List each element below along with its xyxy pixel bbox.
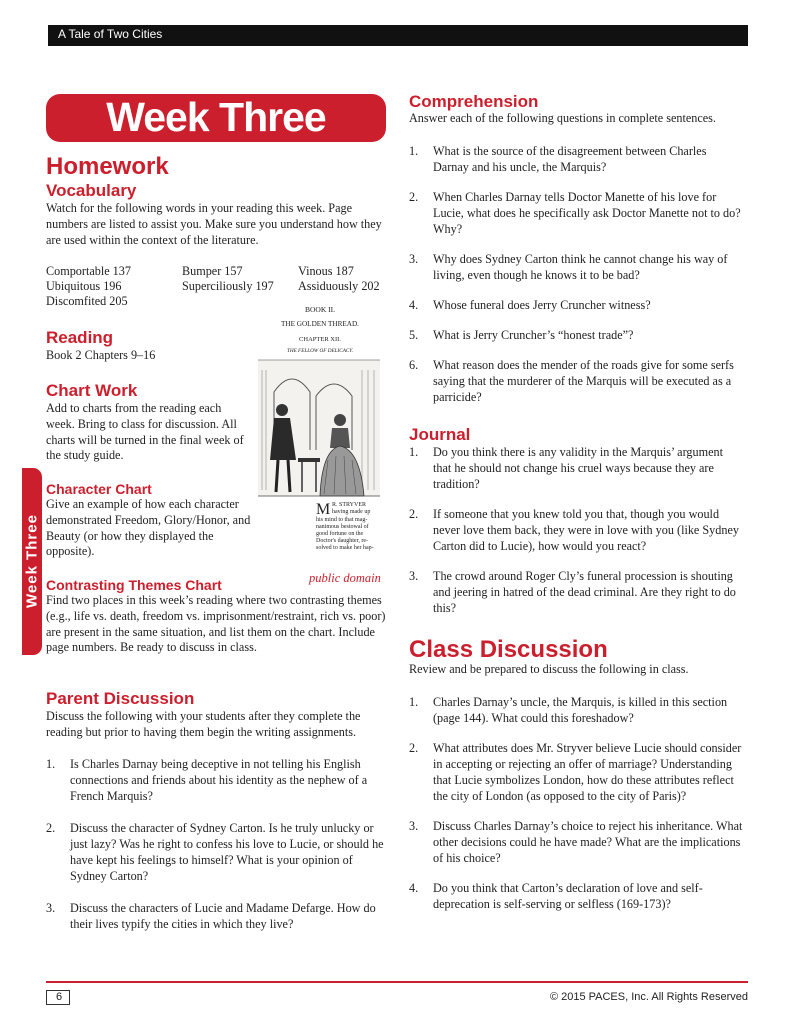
image-credit: public domain (309, 571, 381, 585)
illustration-book-line: BOOK II. (305, 305, 335, 314)
list-item (409, 297, 744, 313)
list-item (409, 568, 744, 616)
class-discussion-questions (409, 694, 744, 912)
contrasting-themes-text: Find two places in this week’s reading where two contrasting themes (e.g., life vs. death, freedom vs. imprisonment/restraint, rich vs. poor) are present in the same situation, and list them on the chart. Include page numbers. Be ready to discuss in class. (46, 593, 386, 655)
item-text: Why does Sydney Carton think he cannot change his way of living, even though he knows it to be bad? (433, 252, 728, 282)
item-number: 4. (409, 298, 419, 312)
caption-line: having made up (332, 509, 371, 515)
week-banner (46, 94, 386, 142)
vocab-word: Comportable 137 (46, 264, 131, 278)
vocab-word: Vinous 187 (298, 264, 354, 278)
caption-line: solved to make her hap- (316, 545, 374, 551)
item-number: 1. (46, 757, 56, 771)
list-item (46, 820, 391, 884)
engraving-picture (258, 360, 380, 496)
vocab-word: Assiduously 202 (298, 279, 380, 293)
vocab-word: Bumper 157 (182, 264, 243, 278)
item-number: 1. (409, 695, 419, 709)
item-number: 2. (409, 190, 419, 204)
drop-cap-letter: M (316, 501, 331, 518)
comprehension-heading: Comprehension (409, 92, 539, 111)
homework-heading: Homework (46, 153, 169, 180)
chart-work-text: Add to charts from the reading each week. Bring to class for discussion. All charts will be turned in the final week of the study guide. (46, 401, 244, 463)
character-chart-heading: Character Chart (46, 481, 152, 497)
item-text: Whose funeral does Jerry Cruncher witness? (433, 298, 651, 312)
item-number: 2. (46, 821, 56, 835)
header-bar-accent (46, 25, 48, 46)
list-item (409, 444, 744, 492)
reading-text: Book 2 Chapters 9–16 (46, 348, 156, 362)
caption-line: nanimous bestowal of (316, 524, 369, 530)
item-text: Do you think there is any validity in the Marquis’ argument that he should not change his cruel ways because they are tradition? (433, 445, 723, 491)
journal-questions (409, 444, 744, 616)
footer-divider (46, 981, 748, 983)
character-chart-text: Give an example of how each character demonstrated Freedom, Glory/Honor, and Beauty (or how they displayed the opposite). (46, 497, 251, 559)
list-item (409, 251, 744, 283)
item-text: What reason does the mender of the roads give for some serfs saying that the murderer of the Marquis will be executed as a parricide? (433, 358, 734, 404)
list-item (409, 740, 744, 804)
caption-line: his mind to that mag- (316, 517, 368, 523)
item-number: 1. (409, 144, 419, 158)
item-number: 5. (409, 328, 419, 342)
book-illustration (252, 300, 388, 562)
item-text: What is the source of the disagreement between Charles Darnay and his uncle, the Marquis? (433, 144, 707, 174)
list-item (409, 143, 744, 175)
caption-line: R. STRYVER (332, 502, 367, 508)
comprehension-questions (409, 143, 744, 405)
item-text: Discuss the characters of Lucie and Madame Defarge. How do their lives typify the cities in which they live? (70, 901, 376, 931)
list-item (409, 357, 744, 405)
item-text: What is Jerry Cruncher’s “honest trade”? (433, 328, 634, 342)
comprehension-intro: Answer each of the following questions in complete sentences. (409, 111, 716, 125)
list-item (409, 189, 744, 237)
chart-work-heading: Chart Work (46, 381, 138, 400)
vocabulary-instructions: Watch for the following words in your reading this week. Page numbers are listed to assist you. Make sure you understand how they are used within the context of the literature. (46, 201, 382, 247)
list-item (46, 756, 391, 804)
item-number: 3. (409, 819, 419, 833)
side-tab-label: Week Three (23, 514, 41, 608)
reading-heading: Reading (46, 328, 114, 347)
item-number: 4. (409, 881, 419, 895)
vocabulary-heading: Vocabulary (46, 181, 137, 200)
class-discussion-heading: Class Discussion (409, 636, 608, 663)
item-text: Discuss the character of Sydney Carton. Is he truly unlucky or just lazy? Was he right to confess his love to Lucie, or should he have kept his feelings to himself? What is your opinion of Sydney Carton? (70, 821, 384, 883)
item-number: 3. (409, 252, 419, 266)
list-item (409, 694, 744, 726)
item-text: The crowd around Roger Cly’s funeral procession is shouting and jeering in hatred of the dead criminal. Are they right to do this? (433, 569, 736, 615)
caption-line: Doctor's daughter, re- (316, 538, 368, 544)
parent-discussion-heading: Parent Discussion (46, 689, 195, 708)
side-tab (22, 468, 42, 655)
item-text: Discuss Charles Darnay’s choice to reject his inheritance. What other decisions could he have made? What are the implications of his choice? (433, 819, 743, 865)
item-text: Charles Darnay’s uncle, the Marquis, is killed in this section (page 144). What could this foreshadow? (433, 695, 728, 725)
item-text: When Charles Darnay tells Doctor Manette of his love for Lucie, what does he specifically ask Doctor Manette not to do? Why? (433, 190, 741, 236)
journal-heading: Journal (409, 425, 471, 444)
illustration-chapter-title: THE FELLOW OF DELICACY. (286, 348, 354, 354)
vocab-word: Superciliously 197 (182, 279, 274, 293)
book-title: A Tale of Two Cities (58, 27, 163, 41)
item-text: Do you think that Carton’s declaration of love and self-deprecation is self-serving or selfless (169-173)? (433, 881, 703, 911)
parent-discussion-intro: Discuss the following with your students after they complete the reading but prior to having them begin the writing assignments. (46, 709, 361, 739)
item-number: 3. (409, 569, 419, 583)
copyright-notice: © 2015 PACES, Inc. All Rights Reserved (549, 991, 748, 1003)
item-number: 1. (409, 445, 419, 459)
list-item (409, 506, 744, 554)
item-number: 3. (46, 901, 56, 915)
parent-discussion-questions (46, 756, 391, 932)
item-text: If someone that you knew told you that, though you would never love them back, they were in love with you (like Sydney Carton did to Lucie), how would you react? (433, 507, 739, 553)
list-item (409, 818, 744, 866)
class-discussion-intro: Review and be prepared to discuss the following in class. (409, 662, 689, 676)
item-text: What attributes does Mr. Stryver believe Lucie should consider in accepting or rejecting an offer of marriage? Understanding that Lucie symbolizes London, how do these attributes reflect the city of London (as opposed to the city of Paris)? (433, 741, 742, 803)
item-number: 2. (409, 741, 419, 755)
page-number: 6 (56, 991, 63, 1003)
list-item (409, 327, 744, 343)
item-number: 6. (409, 358, 419, 372)
caption-line: good fortune on the (316, 531, 364, 537)
item-number: 2. (409, 507, 419, 521)
illustration-book-subtitle: THE GOLDEN THREAD. (281, 320, 359, 328)
list-item (46, 900, 391, 932)
vocab-word: Discomfited 205 (46, 294, 128, 308)
illustration-chapter-line: CHAPTER XII. (299, 336, 341, 343)
week-banner-title: Week Three (106, 94, 326, 140)
contrasting-themes-heading: Contrasting Themes Chart (46, 577, 222, 593)
list-item (409, 880, 744, 912)
item-text: Is Charles Darnay being deceptive in not telling his English connections and friends about his identity as the nephew of a French Marquis? (70, 757, 368, 803)
vocab-word: Ubiquitous 196 (46, 279, 122, 293)
